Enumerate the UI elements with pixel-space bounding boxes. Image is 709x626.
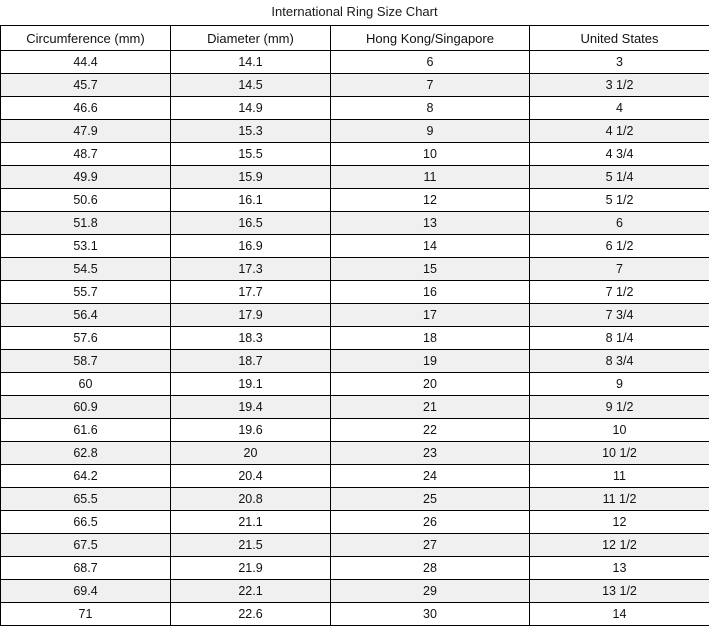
column-header-hong-kong-singapore: Hong Kong/Singapore — [331, 26, 530, 51]
table-row — [1, 534, 709, 557]
table-cell: 62.8 — [1, 442, 171, 465]
table-cell: 16.5 — [171, 212, 331, 235]
table-cell: 24 — [331, 465, 530, 488]
table-cell: 47.9 — [1, 120, 171, 143]
table-row — [1, 120, 709, 143]
table-cell: 22.1 — [171, 580, 331, 603]
table-cell: 7 1/2 — [530, 281, 709, 304]
table-row — [1, 511, 709, 534]
table-cell: 46.6 — [1, 97, 171, 120]
table-cell: 26 — [331, 511, 530, 534]
table-row — [1, 143, 709, 166]
table-row — [1, 327, 709, 350]
table-cell: 19 — [331, 350, 530, 373]
table-cell: 49.9 — [1, 166, 171, 189]
table-cell: 53.1 — [1, 235, 171, 258]
table-cell: 6 — [331, 51, 530, 74]
table-cell: 28 — [331, 557, 530, 580]
table-cell: 20 — [331, 373, 530, 396]
table-cell: 16.1 — [171, 189, 331, 212]
table-cell: 16 — [331, 281, 530, 304]
table-cell: 22 — [331, 419, 530, 442]
table-row — [1, 488, 709, 511]
table-row — [1, 235, 709, 258]
table-cell: 50.6 — [1, 189, 171, 212]
table-cell: 11 1/2 — [530, 488, 709, 511]
table-row — [1, 580, 709, 603]
table-cell: 20 — [171, 442, 331, 465]
table-cell: 14 — [530, 603, 709, 626]
table-cell: 65.5 — [1, 488, 171, 511]
table-cell: 30 — [331, 603, 530, 626]
table-cell: 14.5 — [171, 74, 331, 97]
table-cell: 19.4 — [171, 396, 331, 419]
table-cell: 20.8 — [171, 488, 331, 511]
table-row — [1, 465, 709, 488]
table-cell: 27 — [331, 534, 530, 557]
table-cell: 3 — [530, 51, 709, 74]
table-cell: 58.7 — [1, 350, 171, 373]
table-cell: 12 1/2 — [530, 534, 709, 557]
table-cell: 13 — [530, 557, 709, 580]
table-cell: 5 1/4 — [530, 166, 709, 189]
table-cell: 51.8 — [1, 212, 171, 235]
table-cell: 29 — [331, 580, 530, 603]
table-cell: 44.4 — [1, 51, 171, 74]
table-row — [1, 189, 709, 212]
table-cell: 57.6 — [1, 327, 171, 350]
table-cell: 8 1/4 — [530, 327, 709, 350]
table-cell: 17 — [331, 304, 530, 327]
table-cell: 19.6 — [171, 419, 331, 442]
table-cell: 15.5 — [171, 143, 331, 166]
table-cell: 10 — [331, 143, 530, 166]
table-cell: 60 — [1, 373, 171, 396]
table-cell: 15.3 — [171, 120, 331, 143]
table-cell: 6 1/2 — [530, 235, 709, 258]
table-cell: 64.2 — [1, 465, 171, 488]
table-cell: 7 — [530, 258, 709, 281]
table-cell: 12 — [530, 511, 709, 534]
table-row — [1, 557, 709, 580]
table-cell: 9 — [331, 120, 530, 143]
table-row — [1, 281, 709, 304]
table-cell: 7 — [331, 74, 530, 97]
table-row — [1, 350, 709, 373]
table-cell: 25 — [331, 488, 530, 511]
table-cell: 66.5 — [1, 511, 171, 534]
table-cell: 45.7 — [1, 74, 171, 97]
table-row — [1, 442, 709, 465]
table-cell: 8 3/4 — [530, 350, 709, 373]
table-cell: 48.7 — [1, 143, 171, 166]
table-row — [1, 373, 709, 396]
table-cell: 4 3/4 — [530, 143, 709, 166]
table-cell: 17.3 — [171, 258, 331, 281]
table-cell: 16.9 — [171, 235, 331, 258]
table-cell: 20.4 — [171, 465, 331, 488]
table-cell: 4 — [530, 97, 709, 120]
table-row — [1, 74, 709, 97]
table-cell: 13 1/2 — [530, 580, 709, 603]
table-cell: 10 — [530, 419, 709, 442]
table-cell: 68.7 — [1, 557, 171, 580]
table-cell: 61.6 — [1, 419, 171, 442]
table-cell: 17.9 — [171, 304, 331, 327]
table-cell: 21.1 — [171, 511, 331, 534]
table-row — [1, 97, 709, 120]
table-cell: 11 — [530, 465, 709, 488]
table-cell: 21 — [331, 396, 530, 419]
table-row — [1, 51, 709, 74]
table-cell: 17.7 — [171, 281, 331, 304]
table-cell: 22.6 — [171, 603, 331, 626]
table-cell: 11 — [331, 166, 530, 189]
table-cell: 67.5 — [1, 534, 171, 557]
table-cell: 15.9 — [171, 166, 331, 189]
table-row — [1, 166, 709, 189]
table-cell: 21.5 — [171, 534, 331, 557]
table-cell: 6 — [530, 212, 709, 235]
table-row — [1, 396, 709, 419]
table-cell: 21.9 — [171, 557, 331, 580]
table-row — [1, 603, 709, 626]
table-cell: 23 — [331, 442, 530, 465]
table-cell: 69.4 — [1, 580, 171, 603]
table-cell: 9 1/2 — [530, 396, 709, 419]
table-header — [1, 26, 709, 51]
table-header-row — [1, 26, 709, 51]
table-cell: 10 1/2 — [530, 442, 709, 465]
table-cell: 55.7 — [1, 281, 171, 304]
table-cell: 5 1/2 — [530, 189, 709, 212]
table-cell: 14.9 — [171, 97, 331, 120]
table-cell: 60.9 — [1, 396, 171, 419]
table-cell: 15 — [331, 258, 530, 281]
table-cell: 14 — [331, 235, 530, 258]
table-cell: 4 1/2 — [530, 120, 709, 143]
column-header-united-states: United States — [530, 26, 709, 51]
table-cell: 18.7 — [171, 350, 331, 373]
table-row — [1, 258, 709, 281]
table-row — [1, 212, 709, 235]
table-cell: 14.1 — [171, 51, 331, 74]
table-cell: 56.4 — [1, 304, 171, 327]
table-cell: 8 — [331, 97, 530, 120]
column-header-diameter: Diameter (mm) — [171, 26, 331, 51]
table-cell: 13 — [331, 212, 530, 235]
table-cell: 18.3 — [171, 327, 331, 350]
table-cell: 19.1 — [171, 373, 331, 396]
table-cell: 71 — [1, 603, 171, 626]
table-row — [1, 304, 709, 327]
table-cell: 7 3/4 — [530, 304, 709, 327]
table-cell: 54.5 — [1, 258, 171, 281]
table-cell: 3 1/2 — [530, 74, 709, 97]
column-header-circumference: Circumference (mm) — [1, 26, 171, 51]
table-row — [1, 419, 709, 442]
table-cell: 9 — [530, 373, 709, 396]
table-cell: 12 — [331, 189, 530, 212]
ring-size-table — [0, 25, 709, 626]
table-cell: 18 — [331, 327, 530, 350]
page-title: International Ring Size Chart — [0, 0, 709, 25]
table-body — [1, 51, 709, 626]
